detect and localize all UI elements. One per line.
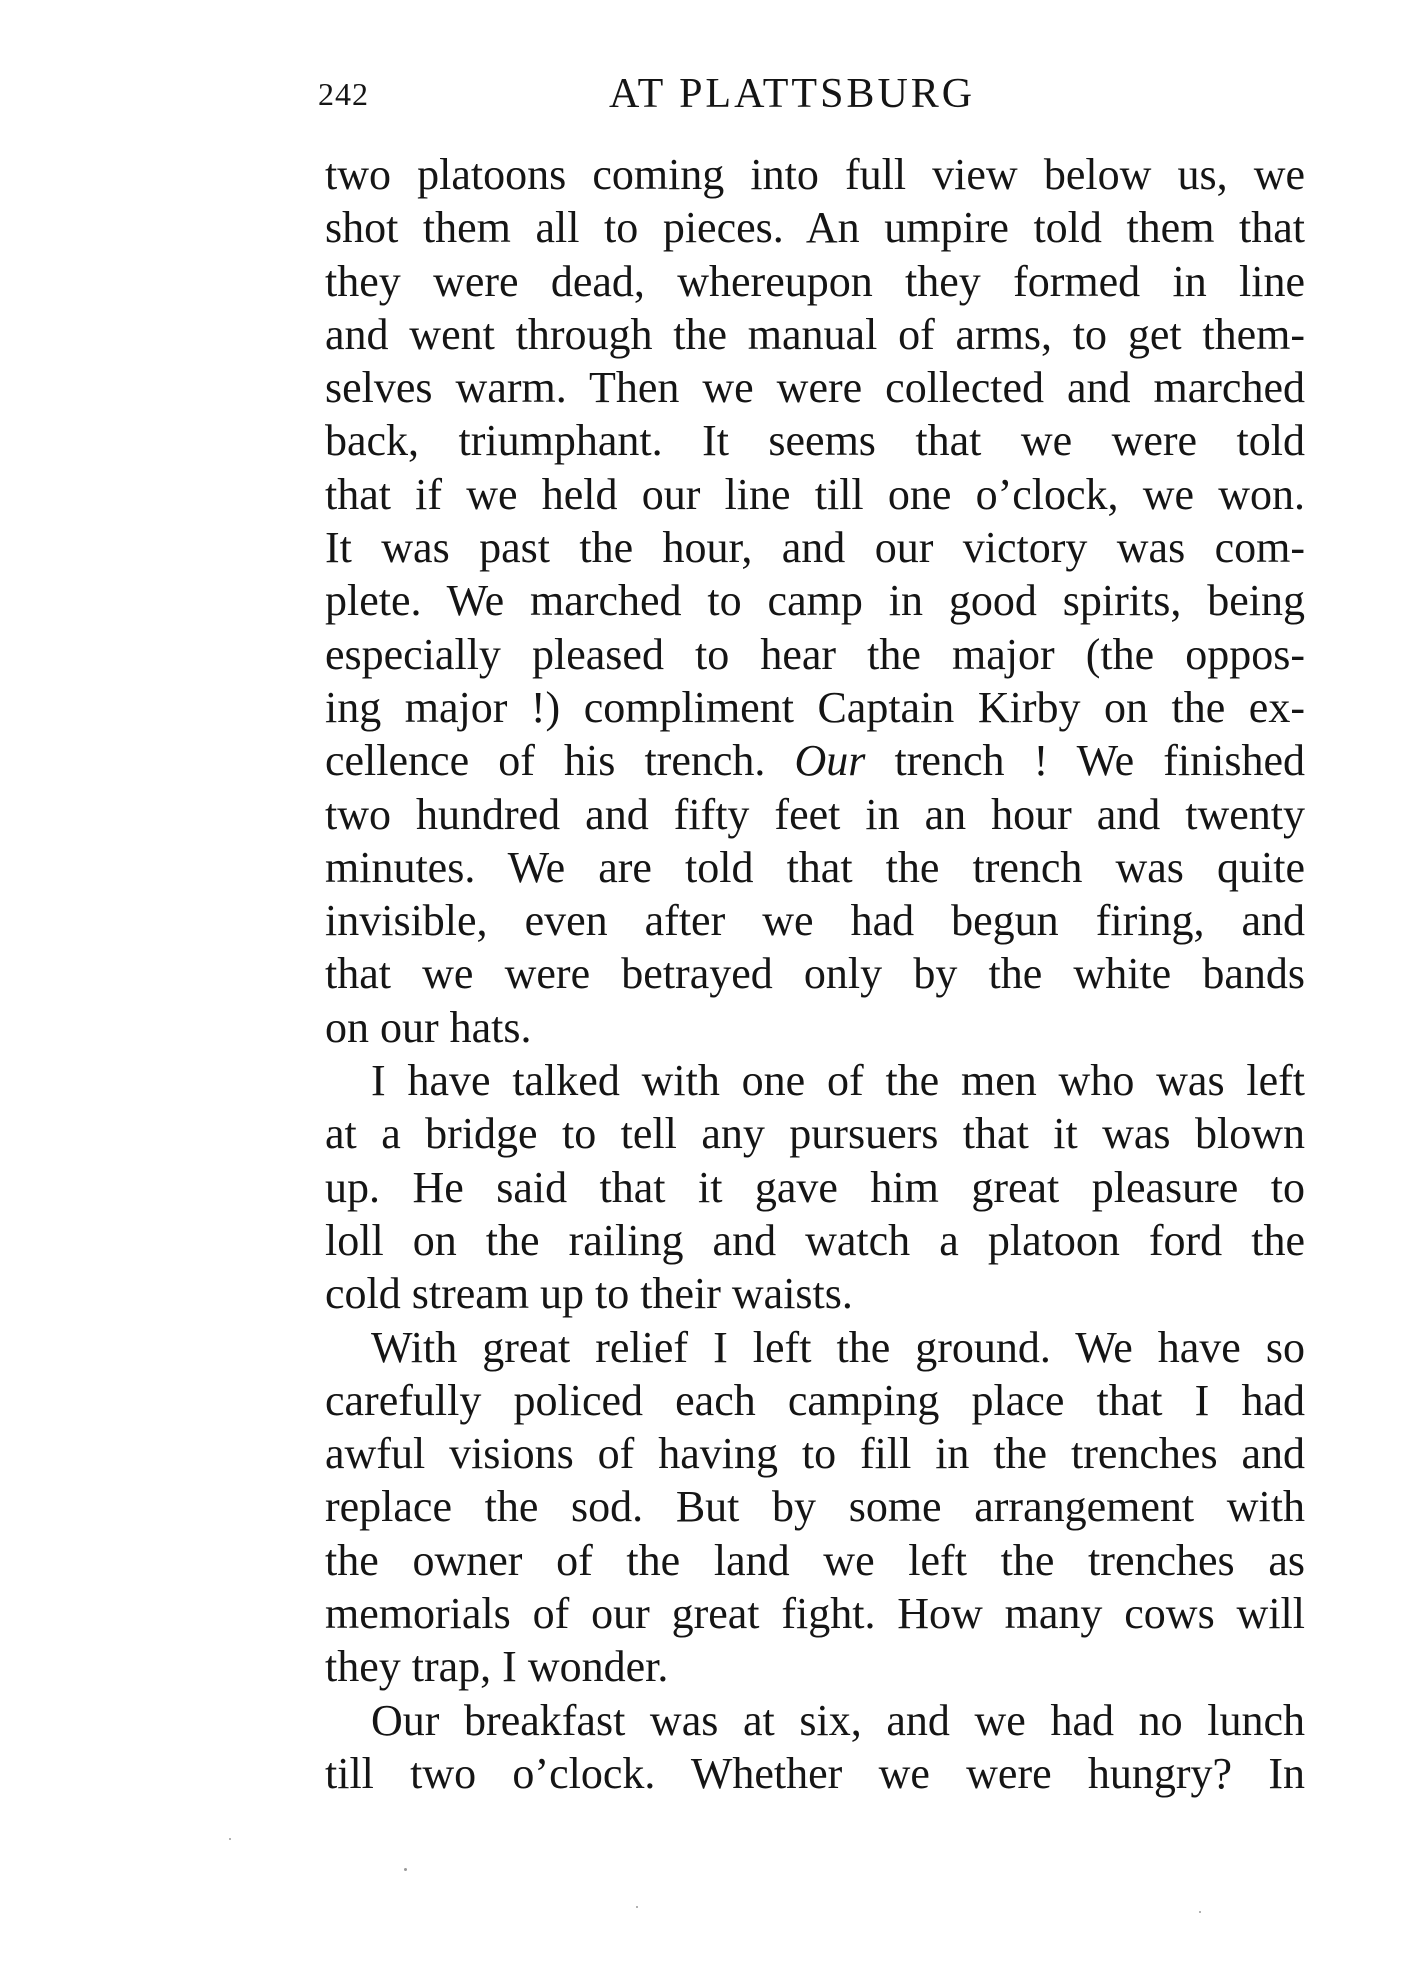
scan-speck	[404, 1868, 407, 1871]
scan-speck	[1199, 1911, 1201, 1913]
text-line: on our hats.	[325, 1002, 532, 1052]
text-line: ing major !) compliment Captain Kirby on the ex-	[325, 682, 1305, 732]
page-number: 242	[318, 76, 369, 112]
text-line: loll on the railing and watch a platoon ford the	[325, 1215, 1305, 1265]
text-line: carefully policed each camping place that I had	[325, 1375, 1305, 1425]
text-line: that we were betrayed only by the white bands	[325, 949, 1305, 999]
text-line: awful visions of having to fill in the trenches and	[325, 1429, 1305, 1479]
text-line: two hundred and fifty feet in an hour and twenty	[325, 789, 1305, 839]
scan-speck	[636, 1906, 638, 1908]
italic-emphasis: Our	[794, 736, 866, 786]
text-line: especially pleased to hear the major (the oppos-	[325, 629, 1305, 679]
text-line: selves warm. Then we were collected and marched	[325, 363, 1305, 413]
text-line: replace the sod. But by some arrangement with	[325, 1482, 1305, 1532]
text-line: invisible, even after we had begun firing, and	[325, 896, 1305, 946]
text-line: plete. We marched to camp in good spirits, being	[325, 576, 1305, 626]
text-line: the owner of the land we left the trenches as	[325, 1535, 1305, 1585]
text-line: Our breakfast was at six, and we had no lunch	[371, 1695, 1305, 1745]
scan-speck	[229, 1838, 231, 1840]
text-line-with-italic	[325, 734, 1305, 787]
text-line: memorials of our great fight. How many cows will	[325, 1589, 1305, 1639]
text-line: they trap, I wonder.	[325, 1642, 669, 1692]
text-line: minutes. We are told that the trench was quite	[325, 842, 1305, 892]
text-line: up. He said that it gave him great pleasure to	[325, 1162, 1305, 1212]
body-text	[325, 148, 1305, 1800]
text-line: It was past the hour, and our victory was com-	[325, 523, 1305, 573]
text-line: back, triumphant. It seems that we were told	[325, 416, 1305, 466]
text-fragment: trench ! We finished	[865, 736, 1305, 786]
text-line: they were dead, whereupon they formed in line	[325, 256, 1305, 306]
text-fragment: cellence of his trench.	[325, 736, 795, 786]
text-line: cold stream up to their waists.	[325, 1269, 853, 1319]
text-line: till two o’clock. Whether we were hungry? In	[325, 1748, 1305, 1798]
text-line: at a bridge to tell any pursuers that it was blown	[325, 1109, 1305, 1159]
text-line: shot them all to pieces. An umpire told them that	[325, 203, 1305, 253]
text-line: two platoons coming into full view below us, we	[325, 150, 1305, 199]
text-line: and went through the manual of arms, to get them-	[325, 309, 1305, 359]
text-line: I have talked with one of the men who was left	[371, 1056, 1305, 1106]
text-line: that if we held our line till one o’clock, we won.	[325, 469, 1305, 519]
running-title: AT PLATTSBURG	[609, 71, 976, 117]
text-line: With great relief I left the ground. We have so	[371, 1322, 1305, 1372]
page-header	[318, 70, 1318, 120]
